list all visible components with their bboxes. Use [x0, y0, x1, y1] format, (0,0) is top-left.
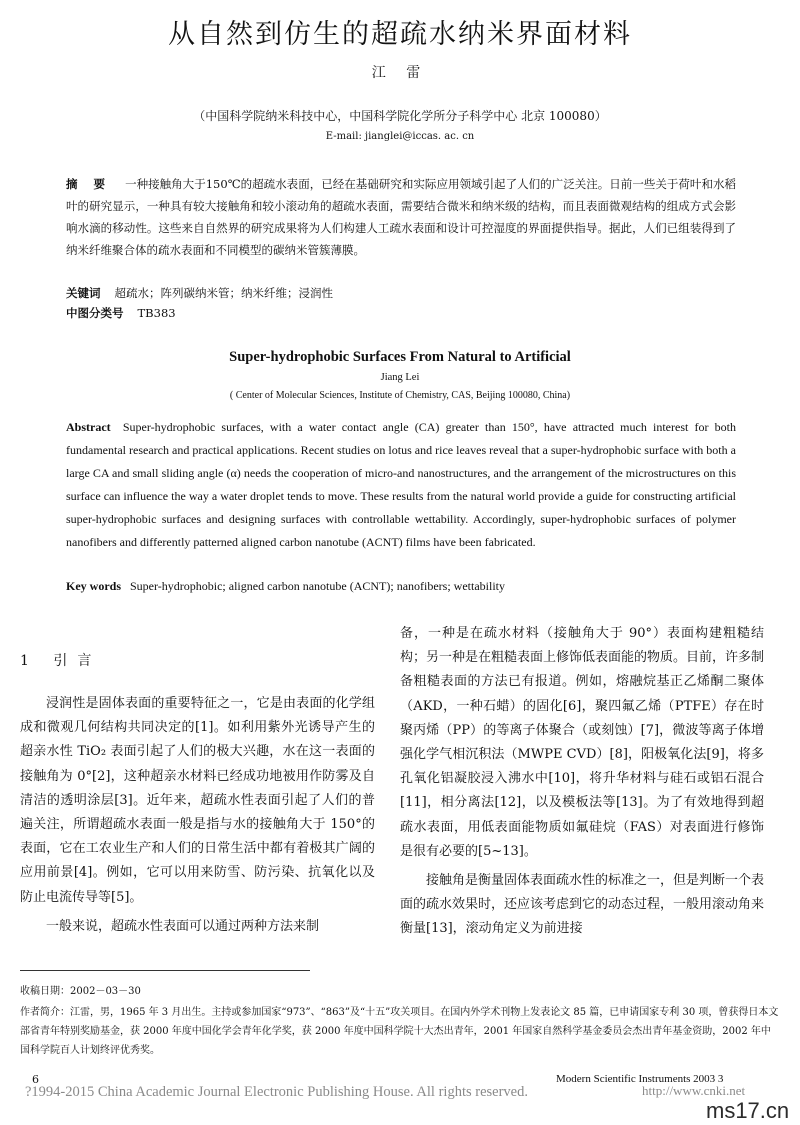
bio-text: 江雷，男，1965 年 3 月出生。主持或参加国家“973”、“863”及“十五”攻关项目。在国内外学术刊物上发表论文 85 篇，已申请国家专利 30 项，曾获得日本文部省青年特别奖励基金，获 2000 年度中国化学会青年化学奖，获 2000 年度中国科学院十大杰出青年，2001 年国家自然科学基金委员会杰出青年基金资助，2002 年中国科学院百人计划终评优秀奖。 [20, 1007, 779, 1056]
english-abstract [66, 416, 736, 554]
body-column-left [20, 692, 375, 939]
english-keywords [66, 579, 736, 594]
english-affiliation: ( Center of Molecular Sciences, Institute of Chemistry, CAS, Beijing 100080, China) [229, 390, 571, 401]
paper-title: 从自然到仿生的超疏水纳米界面材料 [168, 19, 632, 50]
publisher-url: http://www.cnki.net [642, 1083, 746, 1098]
footnote-divider [20, 970, 310, 971]
footnote-received: 收稿日期：2002－03－30 [20, 986, 141, 997]
author-affiliation: （中国科学院纳米科技中心，中国科学院化学所分子科学中心 北京 100080） [193, 109, 607, 123]
body-paragraph: 浸润性是固体表面的重要特征之一，它是由表面的化学组成和微观几何结构共同决定的[1]。如利用紫外光诱导产生的超亲水性 TiO₂ 表面引起了人们的极大兴趣，水在这一表面的接触角为 0°[2]，这种超亲水材料已经成功地被用作防雾及自清洁的透明涂层[3]。近年来，超疏水性表面引起了人们的普遍关注，所谓超疏水表面一般是指与水的接触角大于 150°的表面，它在工农业生产和人们的日常生活中都有着极其广阔的应用前景[4]。例如，它可以用来防雪、防污染、抗氧化以及防止电流传导等[5]。 [20, 696, 375, 905]
journal-name: Modern Scientific Instruments 2003 3 [556, 1073, 724, 1085]
body-paragraph: 接触角是衡量固体表面疏水性的标准之一，但是判断一个表面的疏水效果时，还应该考虑到它的动态过程，一般用滚动角来衡量[13]，滚动角定义为前进接 [400, 873, 765, 937]
keywords-zh [66, 285, 736, 301]
author-email: E-mail: jianglei@iccas. ac. cn [325, 131, 475, 142]
section-title: 引言 [53, 653, 102, 669]
keywords-label-en: Key words [66, 579, 121, 593]
classification-number [66, 305, 736, 321]
abstract-text-zh: 一种接触角大于150℃的超疏水表面，已经在基础研究和实际应用领域引起了人们的广泛关注。日前一些关于荷叶和水稻叶的研究显示，一种具有较大接触角和较小滚动角的超疏水表面，需要结合微米和纳米级的结构，而且表面微观结构的组成方式会影响水滴的移动性。这些来自自然界的研究成果将为人们构建人工疏水表面和设计可控湿度的界面提供指导。据此，人们已组装得到了纳米纤维聚合体的疏水表面和不同模型的碳纳米管簇薄膜。 [66, 177, 736, 257]
abstract-text-en: Super-hydrophobic surfaces, with a water contact angle (CA) greater than 150°, have attracted much interest for both fundamental research and practical applications. Recent studies on lotus and rice leaves reveal that a super-hydrophobic surface with both a large CA and small sliding angle (α) needs the cooperation of micro-and nanostructures, and the arrangement of the microstructures on this surface can influence the way a water droplet tends to move. These results from the natural world provide a guide for constructing artificial super-hydrophobic surfaces and designing surfaces with controllable wettability. Accordingly, super-hydrophobic surfaces of polymer nanofibers and differently patterned aligned carbon nanotube (ACNT) films have been fabricated. [66, 420, 737, 549]
body-paragraph: 一般来说，超疏水性表面可以通过两种方法来制 [46, 918, 320, 934]
copyright-notice: ?1994-2015 China Academic Journal Electronic Publishing House. All rights reserved. [25, 1084, 528, 1100]
body-paragraph: 备，一种是在疏水材料（接触角大于 90°）表面构建粗糙结构；另一种是在粗糙表面上修饰低表面能的物质。目前，许多制备粗糙表面的方法已有报道。例如，熔融烷基正乙烯酮二聚体（AKD，一种石蜡）的固化[6]，聚四氟乙烯（PTFE）存在时聚丙烯（PP）的等离子体聚合（或刻蚀）[7]，微波等离子体增强化学气相沉积法（MWPE CVD）[8]，阳极氧化法[9]，将多孔氧化铝凝胶浸入沸水中[10]，将升华材料与硅石或铝石混合[11]，相分离法[12]，以及模板法等[13]。为了有效地得到超疏水表面，用低表面能物质如氟硅烷（FAS）对表面进行修饰是很有必要的[5~13]。 [400, 626, 765, 859]
author-name: 江 雷 [371, 65, 429, 81]
abstract-label-en: Abstract [66, 420, 111, 434]
classification-text: TB383 [137, 306, 176, 320]
abstract-label-zh: 摘 要 [66, 177, 112, 191]
section-number: 1 [20, 653, 39, 669]
english-title: Super-hydrophobic Surfaces From Natural to Artificial [229, 349, 571, 365]
chinese-abstract [66, 173, 736, 261]
classification-label: 中图分类号 [66, 306, 124, 320]
watermark: ms17.cn [706, 1098, 790, 1123]
section-heading [20, 650, 101, 670]
keywords-label-zh: 关键词 [66, 286, 101, 300]
bio-label: 作者简介： [20, 1007, 70, 1018]
keywords-text-zh: 超疏水；阵列碳纳米管；纳米纤维；浸润性 [114, 286, 333, 300]
page-number: 6 [32, 1073, 39, 1086]
keywords-text-en: Super-hydrophobic; aligned carbon nanotube (ACNT); nanofibers; wettability [130, 579, 505, 593]
body-column-right [400, 622, 764, 942]
english-author: Jiang Lei [380, 372, 420, 383]
footnote-author-bio [20, 1003, 780, 1060]
